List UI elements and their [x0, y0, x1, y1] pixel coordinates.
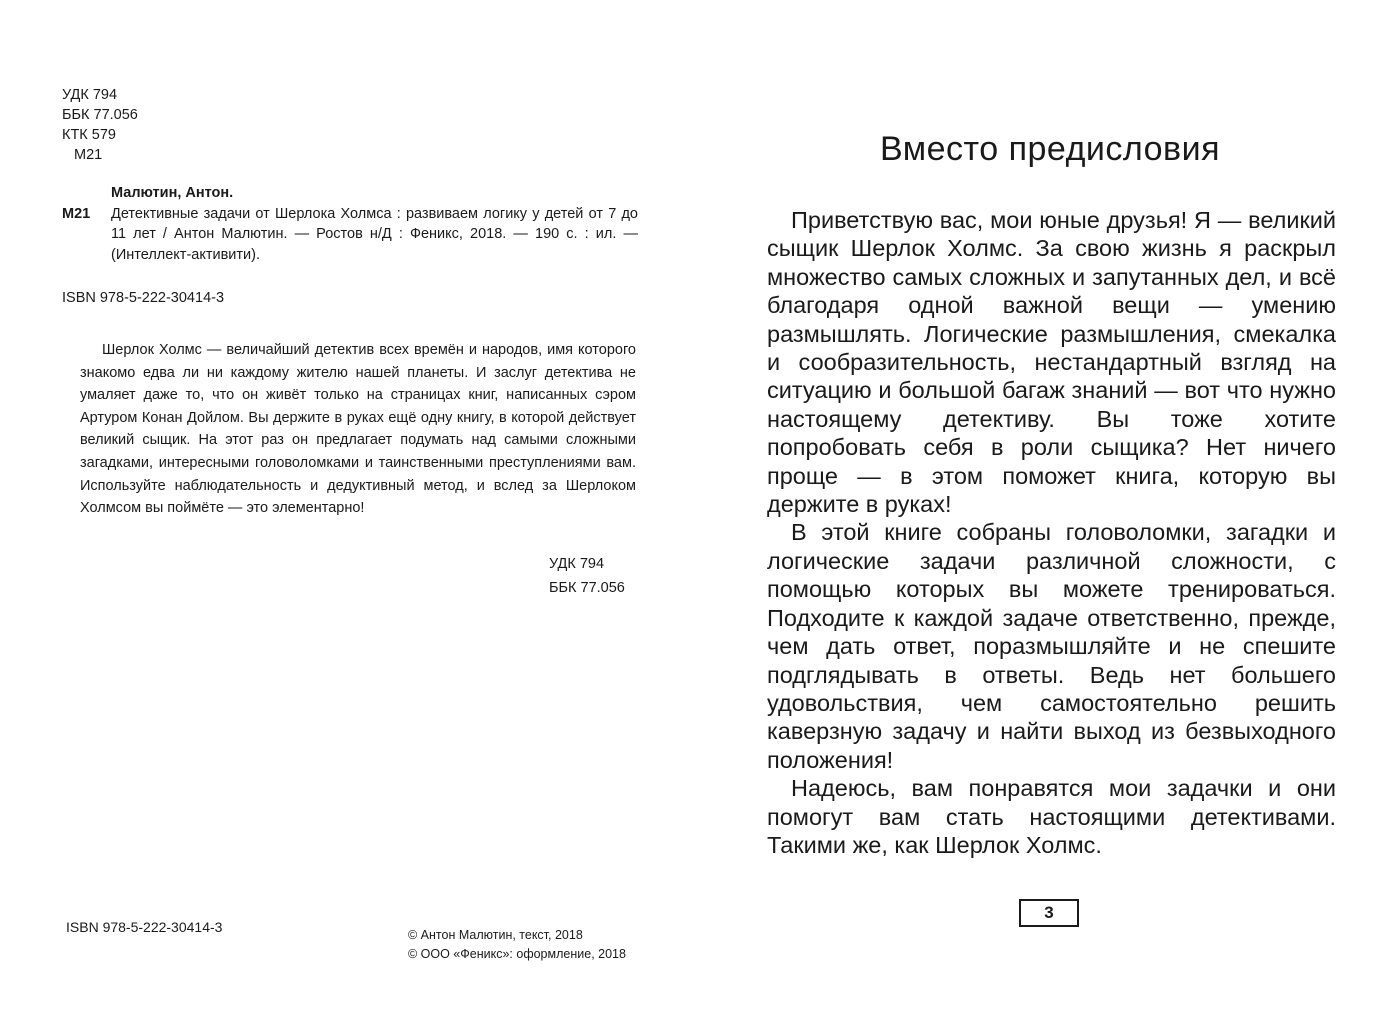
classification-codes — [62, 85, 138, 165]
bibliographic-record — [62, 183, 638, 265]
foreword-paragraph: Приветствую вас, мои юные друзья! Я — великий сыщик Шерлок Холмс. За свою жизнь я раскрыл множество самых сложных и запутанных дел, и всё благодаря одной важной вещи — умению размышлять. Логические размышления, смекалка и сообразительность, нестандартный взгляд на ситуацию и большой багаж знаний — вот что нужно настоящему детективу. Вы тоже хотите попробовать себя в роли сыщика? Нет ничего проще — в этом поможет книга, которую вы держите в руках! — [767, 207, 1336, 518]
copyright-text: © Антон Малютин, текст, 2018 — [408, 928, 583, 942]
author-sign: М21 — [74, 147, 103, 163]
isbn-top: ISBN 978-5-222-30414-3 — [62, 290, 225, 306]
copyright-design: © ООО «Феникс»: оформление, 2018 — [408, 946, 626, 961]
udk-code-bottom: УДК 794 — [549, 556, 605, 572]
ktk-code: КТК 579 — [62, 127, 116, 143]
page-number: 3 — [1019, 899, 1079, 927]
udk-code: УДК 794 — [62, 87, 118, 103]
foreword-paragraph: Надеюсь, вам понравятся мои задачки и они помогут вам стать настоящими детективами. Такими же, как Шерлок Холмс. — [767, 775, 1336, 858]
foreword-paragraph: В этой книге собраны головоломки, загадки и логические задачи различной сложности, с помощью которых вы можете тренироваться. Подходите к каждой задаче ответственно, прежде, чем дать ответ, поразмышляйте и не спешите подглядывать в ответы. Ведь нет большего удовольствия, чем самостоятельно решить каверзную задачу и найти выход из безвыходного положения! — [767, 519, 1336, 773]
annotation-text: Шерлок Холмс — величайший детектив всех времён и народов, имя которого знакомо едва ли ни каждому жителю нашей планеты. И заслуг детектива не умаляет даже то, что он живёт только на страницах книг, написанных сэром Артуром Конан Дойлом. Вы держите в руках ещё одну книгу, в которой действует великий сыщик. На этот раз он предлагает подумать над самыми сложными загадками, интересными головоломками и таинственными преступлениями вам. Используйте наблюдательность и дедуктивный метод, и вслед за Шерлоком Холмсом вы поймёте — это элементарно! — [80, 342, 636, 517]
foreword-body — [767, 206, 1336, 859]
bbk-code-bottom: ББК 77.056 — [549, 580, 625, 596]
isbn-bottom: ISBN 978-5-222-30414-3 — [66, 919, 223, 935]
biblio-entry — [62, 204, 638, 266]
annotation — [80, 339, 636, 520]
classification-codes-bottom — [549, 552, 625, 600]
biblio-description: Детективные задачи от Шерлока Холмса : развиваем логику у детей от 7 до 11 лет / Антон Малютин. — Ростов н/Д : Феникс, 2018. — 190 с. : ил. — (Интеллект-активити). — [111, 205, 638, 263]
right-page — [700, 0, 1400, 1015]
bbk-code: ББК 77.056 — [62, 107, 138, 123]
copyright — [408, 926, 626, 963]
biblio-code: М21 — [62, 205, 91, 222]
chapter-title: Вместо предисловия — [879, 130, 1221, 168]
biblio-author: Малютин, Антон. — [111, 185, 234, 201]
